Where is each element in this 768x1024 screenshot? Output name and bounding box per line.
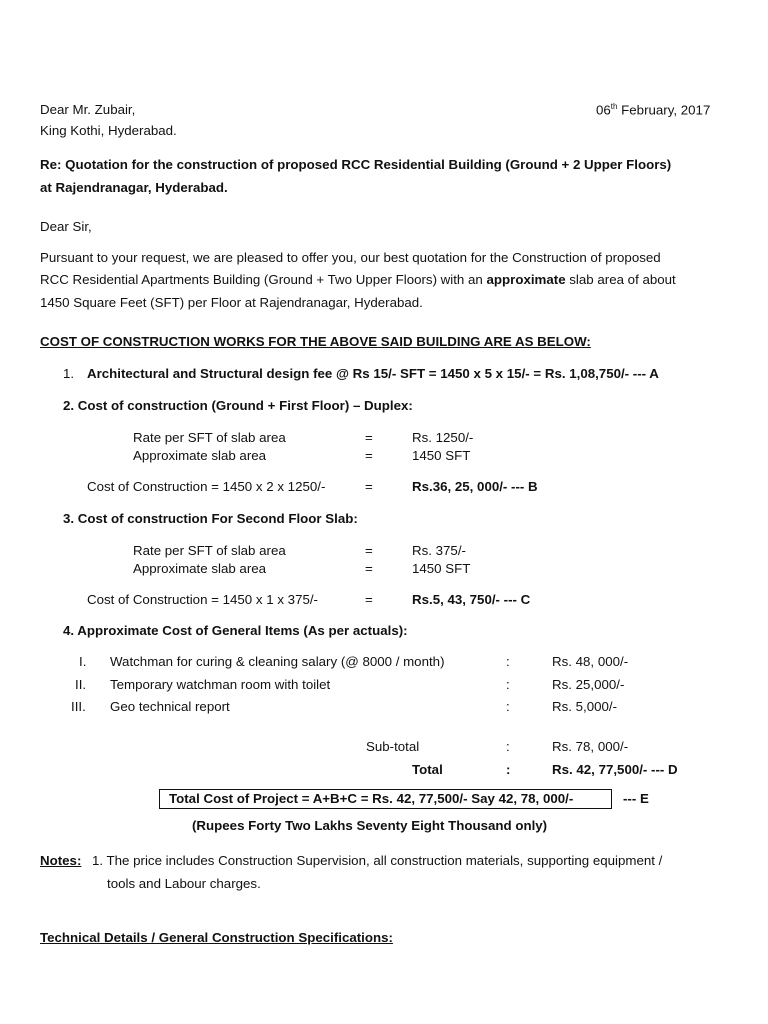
general-item-value: Rs. 48, 000/- [552,654,629,669]
general-item-label: Geo technical report [110,699,230,714]
grand-total-text: Total Cost of Project = A+B+C = Rs. 42, 77,500/- Say 42, 78, 000/- [169,791,574,806]
general-item-number: I. [79,654,87,669]
total-label: Total [412,762,443,777]
general-item-label: Watchman for curing & cleaning salary (@ 8000 / month) [110,654,445,669]
greeting: Dear Sir, [40,219,92,234]
recipient-name: Dear Mr. Zubair, [40,102,136,117]
item3-rate-value: Rs. 375/- [412,543,466,558]
item3-cost-eq: = [365,592,373,607]
item3-title: 3. Cost of construction For Second Floor Slab: [63,511,358,526]
general-item-label: Temporary watchman room with toilet [110,677,331,692]
notes-line-1: 1. The price includes Construction Supervision, all construction materials, supporting equipment / [92,853,663,868]
total-colon: : [506,762,511,777]
item2-rate-value: Rs. 1250/- [412,430,474,445]
notes-line-2: tools and Labour charges. [107,876,261,891]
grand-total-words: (Rupees Forty Two Lakhs Seventy Eight Thousand only) [192,818,548,833]
item3-area-eq: = [365,561,373,576]
section-heading: COST OF CONSTRUCTION WORKS FOR THE ABOVE SAID BUILDING ARE AS BELOW: [40,334,591,349]
item2-area-label: Approximate slab area [133,448,267,463]
notes-label: Notes: [40,853,82,868]
technical-heading: Technical Details / General Construction Specifications: [40,930,393,945]
grand-total-suffix: --- E [623,791,649,806]
subtotal-label: Sub-total [366,739,420,754]
general-item-number: II. [75,677,87,692]
intro-line-2: RCC Residential Apartments Building (Ground + Two Upper Floors) with an approximate slab area of about [40,272,676,287]
item1-number: 1. [63,366,75,381]
letter-date: 06th February, 2017 [596,102,711,118]
item2-cost-eq: = [365,479,373,494]
item3-rate-label: Rate per SFT of slab area [133,543,286,558]
item2-cost-value: Rs.36, 25, 000/- --- B [412,479,538,494]
subtotal-colon: : [506,739,510,754]
total-value: Rs. 42, 77,500/- --- D [552,762,678,777]
item3-cost-label: Cost of Construction = 1450 x 1 x 375/- [87,592,318,607]
intro-line-3: 1450 Square Feet (SFT) per Floor at Rajendranagar, Hyderabad. [40,295,423,310]
item3-rate-eq: = [365,543,373,558]
item1-text: Architectural and Structural design fee @ Rs 15/- SFT = 1450 x 5 x 15/- = Rs. 1,08,750/- --- A [87,366,659,381]
subject-line-1: Re: Quotation for the construction of proposed RCC Residential Building (Ground + 2 Upper Floors) [40,157,672,172]
item2-title: 2. Cost of construction (Ground + First Floor) – Duplex: [63,398,413,413]
subject-line-2: at Rajendranagar, Hyderabad. [40,180,228,195]
item2-area-value: 1450 SFT [412,448,471,463]
general-item-value: Rs. 5,000/- [552,699,618,714]
item3-cost-value: Rs.5, 43, 750/- --- C [412,592,531,607]
item2-rate-label: Rate per SFT of slab area [133,430,286,445]
general-item-colon: : [506,699,510,714]
item3-area-label: Approximate slab area [133,561,267,576]
subtotal-value: Rs. 78, 000/- [552,739,629,754]
general-item-colon: : [506,677,510,692]
intro-line-1: Pursuant to your request, we are pleased to offer you, our best quotation for the Construction of proposed [40,250,661,265]
item3-area-value: 1450 SFT [412,561,471,576]
item2-rate-eq: = [365,430,373,445]
item2-cost-label: Cost of Construction = 1450 x 2 x 1250/- [87,479,326,494]
item4-title: 4. Approximate Cost of General Items (As per actuals): [63,623,408,638]
general-item-colon: : [506,654,510,669]
item2-area-eq: = [365,448,373,463]
recipient-address: King Kothi, Hyderabad. [40,123,177,138]
general-item-number: III. [71,699,86,714]
general-item-value: Rs. 25,000/- [552,677,625,692]
